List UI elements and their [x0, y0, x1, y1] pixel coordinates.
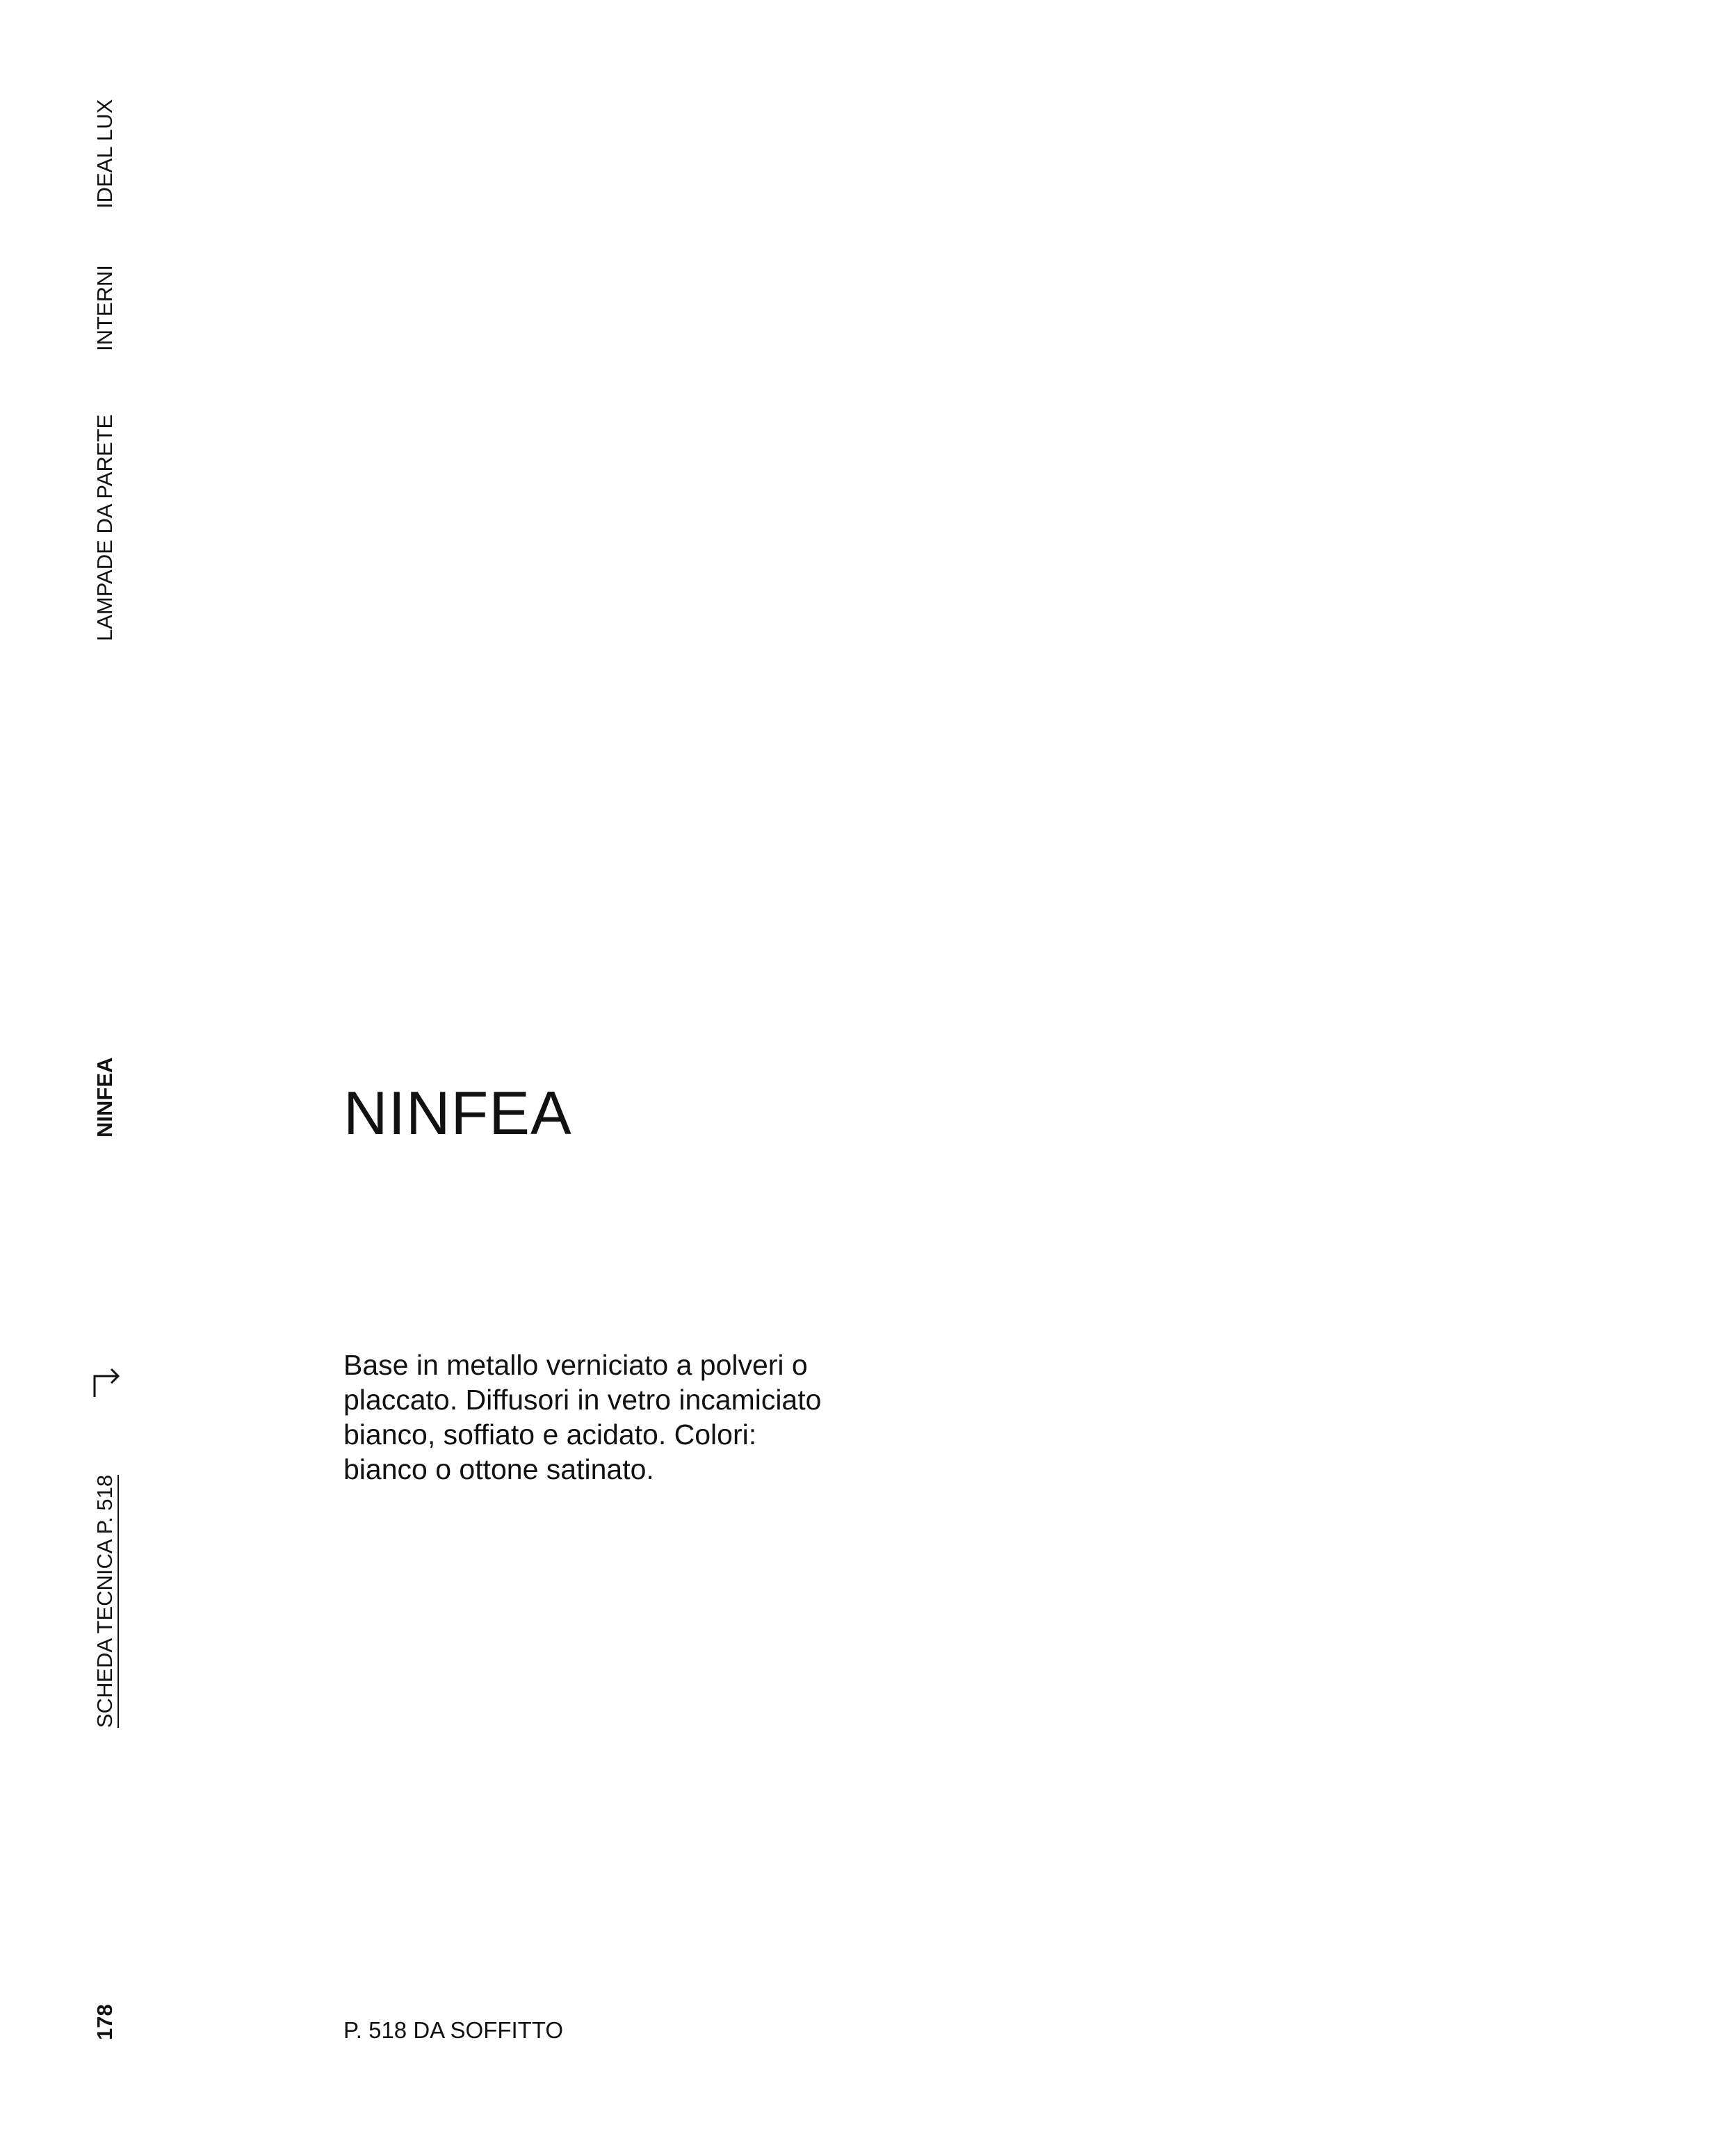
- page-number: 178: [92, 2004, 117, 2040]
- product-description: Base in metallo verniciato a polveri o placcato. Diffusori in vetro incamiciato bianco, soffiato e acidato. Colori: bianco o ottone satinato.: [343, 1349, 822, 1485]
- product-title: NINFEA: [343, 1078, 572, 1147]
- brand-label: IDEAL LUX: [92, 99, 117, 209]
- ceiling-version-reference[interactable]: P. 518 DA SOFFITTO: [343, 2017, 564, 2043]
- arrow-turn-right-icon[interactable]: [90, 1365, 124, 1398]
- product-side-label: NINFEA: [92, 1057, 117, 1138]
- category-label: LAMPADE DA PARETE: [92, 414, 117, 641]
- section-label: INTERNI: [92, 265, 117, 351]
- tech-sheet-link[interactable]: SCHEDA TECNICA P. 518: [92, 1475, 119, 1728]
